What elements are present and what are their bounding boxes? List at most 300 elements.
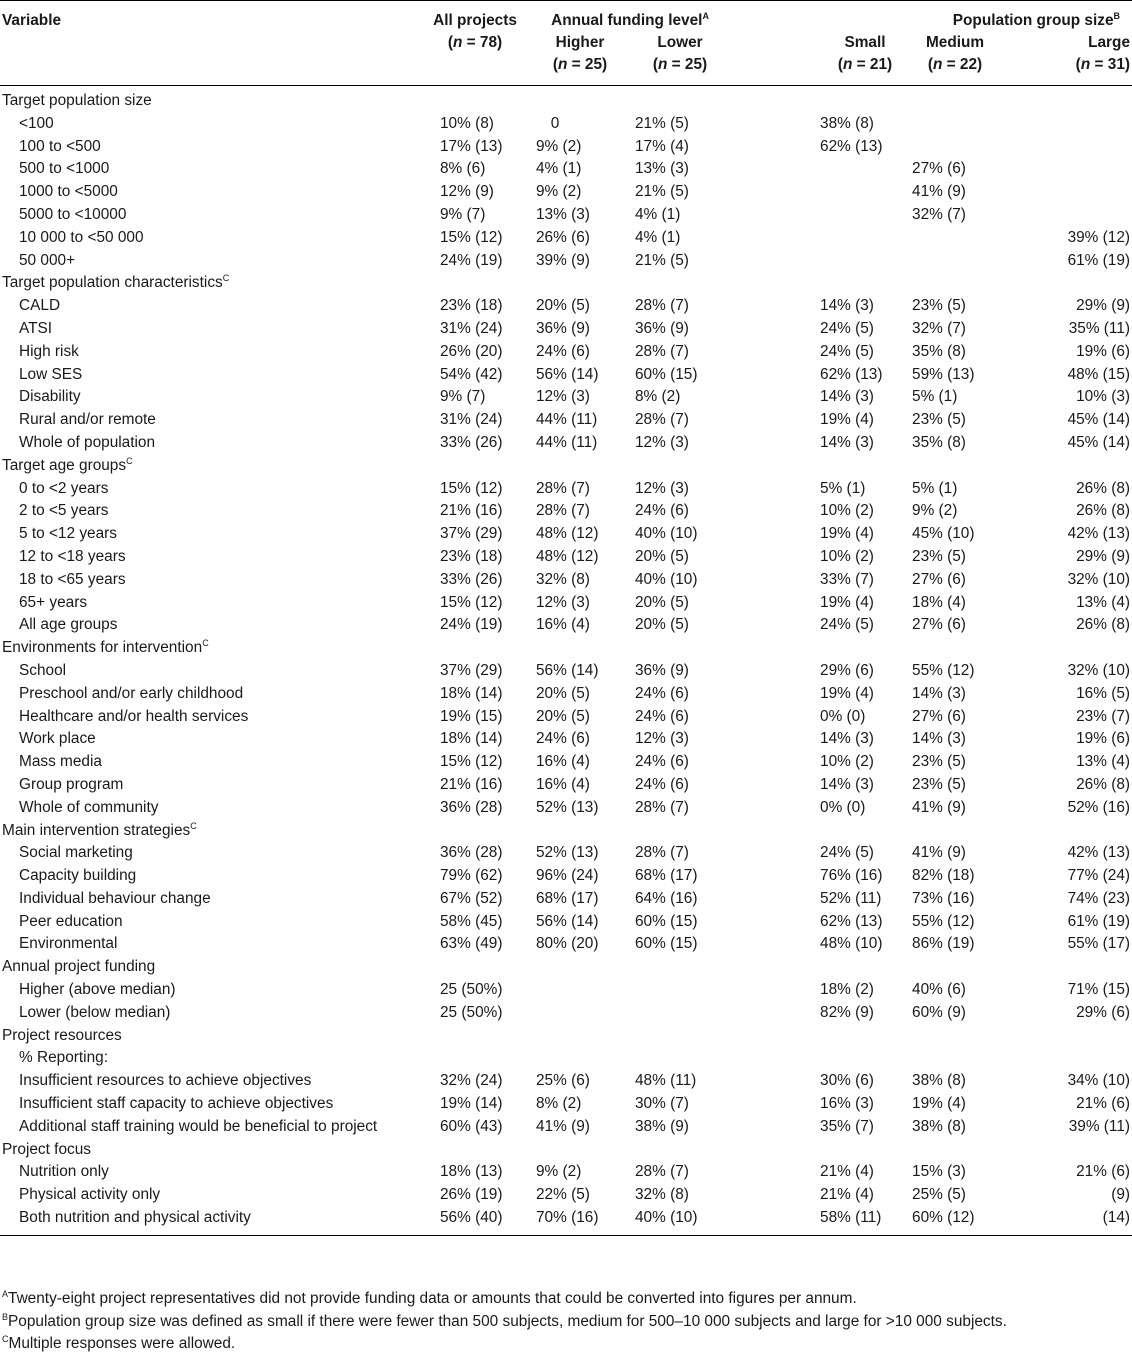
table-header (0, 1, 1132, 86)
section-header-row (0, 1139, 1132, 1162)
spacer-cell (730, 911, 820, 934)
table-cell: 14% (3) (820, 433, 874, 451)
table-cell: 26% (6) (536, 228, 590, 246)
table-cell: 9% (2) (912, 502, 958, 520)
table-cell: 4% (1) (635, 205, 681, 223)
header-all-n: (n = 78) (447, 34, 503, 51)
table-cell: 24% (6) (536, 342, 590, 360)
table-row (0, 227, 1132, 250)
spacer-cell (730, 683, 820, 706)
table-cell: 77% (24) (1067, 867, 1131, 885)
header-lower: Lower (657, 34, 703, 51)
table-cell: 26% (8) (1076, 502, 1131, 520)
table-cell: 58% (11) (820, 1209, 882, 1227)
table-cell: 73% (16) (912, 889, 975, 907)
row-label: 12 to <18 years (19, 547, 126, 565)
table-row (0, 911, 1132, 934)
header-lower-n: (n = 25) (652, 56, 708, 73)
table-cell: 37% (29) (440, 525, 503, 543)
table-cell: 55% (12) (912, 661, 975, 679)
table-cell: 15% (12) (440, 228, 503, 246)
table-cell: 22% (5) (536, 1186, 590, 1204)
table-cell: 14% (3) (912, 730, 966, 748)
table-cell: 82% (9) (820, 1003, 874, 1021)
table-cell: 23% (5) (912, 775, 966, 793)
spacer-cell (730, 409, 820, 432)
table-cell (820, 1047, 910, 1070)
table-cell: 42% (13) (1067, 525, 1131, 543)
table-cell: 36% (9) (635, 319, 689, 337)
table-cell: 31% (24) (440, 319, 503, 337)
table-cell: 12% (3) (536, 593, 590, 611)
table-cell: 9% (2) (536, 183, 582, 201)
table-cell: 12% (3) (536, 388, 590, 406)
row-label: 65+ years (19, 593, 88, 611)
row-label: School (19, 661, 67, 679)
table-cell: 62% (13) (820, 365, 883, 383)
spacer-cell (730, 227, 820, 250)
table-cell: 36% (9) (536, 319, 590, 337)
table-cell: 80% (20) (536, 935, 599, 953)
table-cell (630, 1002, 730, 1025)
table-cell: 14% (3) (820, 388, 874, 406)
table-cell: 16% (4) (536, 616, 590, 634)
table-cell: 27% (6) (912, 570, 966, 588)
row-label: Whole of community (19, 798, 159, 816)
spacer-cell (730, 500, 820, 523)
table-cell: 8% (2) (635, 388, 681, 406)
footnote-marker: C (126, 455, 133, 466)
table-cell: 35% (8) (912, 342, 966, 360)
table-cell: 25 (50%) (440, 1003, 503, 1021)
table-cell: 60% (43) (440, 1117, 503, 1135)
table-cell: 23% (5) (912, 753, 966, 771)
spacer-cell (730, 1116, 820, 1139)
header-small-n: (n = 21) (837, 56, 893, 73)
table-cell: 19% (6) (1076, 342, 1131, 360)
table-cell: 21% (6) (1076, 1095, 1131, 1113)
table-row (0, 295, 1132, 318)
table-cell: 5% (1) (820, 479, 866, 497)
spacer-cell (730, 1070, 820, 1093)
table-cell: 21% (6) (1076, 1163, 1131, 1181)
section-title: Annual project funding (2, 958, 156, 976)
spacer-cell (730, 888, 820, 911)
table-cell: 27% (6) (912, 707, 966, 725)
table-cell: 76% (16) (820, 867, 883, 885)
row-label: 5000 to <10000 (19, 205, 127, 223)
table-cell: 60% (15) (635, 935, 698, 953)
table-cell: 12% (3) (635, 433, 689, 451)
table-cell: 40% (6) (912, 981, 966, 999)
section-title: Main intervention strategies$^C$ (2, 820, 197, 839)
table-row (0, 1184, 1132, 1207)
table-cell: 40% (10) (635, 1209, 698, 1227)
row-label: 1000 to <5000 (19, 183, 118, 201)
table-cell: 4% (1) (536, 160, 582, 178)
table-cell: 20% (5) (635, 547, 689, 565)
footnote-b: $^B$Population group size was defined as small if there were fewer than 500 subjects, medium for 500–10 000 subjects and large for >10 000 subjects. (2, 1311, 1007, 1330)
table-cell: 9% (7) (440, 388, 486, 406)
table-cell: 14% (3) (820, 730, 874, 748)
table-row (0, 1093, 1132, 1116)
row-label: Preschool and/or early childhood (19, 684, 244, 702)
table-cell (910, 113, 1000, 136)
table-row (0, 660, 1132, 683)
table-cell: 56% (14) (536, 661, 599, 679)
row-label: 100 to <500 (19, 137, 101, 155)
table-cell: 39% (11) (1068, 1117, 1131, 1135)
table-cell: 16% (4) (536, 753, 590, 771)
table-row (0, 341, 1132, 364)
table-row (0, 614, 1132, 637)
table-cell: 10% (2) (820, 547, 874, 565)
footnote-c: $^C$Multiple responses were allowed. (2, 1334, 236, 1352)
row-label: <100 (19, 114, 54, 132)
table-cell: 13% (3) (536, 205, 590, 223)
table-row (0, 1047, 1132, 1070)
table-row (0, 569, 1132, 592)
spacer-cell (730, 592, 820, 615)
table-cell: 56% (14) (536, 912, 599, 930)
footnote-a: $^A$Twenty-eight project representatives did not provide funding data or amounts that could be converted into figures per annum. (2, 1289, 857, 1307)
table-cell: 19% (14) (440, 1095, 503, 1113)
table-cell: 42% (13) (1067, 844, 1131, 862)
spacer-cell (730, 1207, 820, 1235)
table-row (0, 1207, 1132, 1235)
table-cell: 9% (7) (440, 205, 486, 223)
table-cell: 23% (18) (440, 297, 503, 315)
table-cell: 71% (15) (1067, 981, 1131, 999)
table-cell: 41% (9) (912, 798, 966, 816)
table-cell: 29% (9) (1076, 547, 1131, 565)
table-cell (820, 227, 910, 250)
table-cell: 14% (3) (912, 684, 966, 702)
table-cell: 20% (5) (635, 616, 689, 634)
spacer-cell (730, 204, 820, 227)
table-cell: 62% (13) (820, 912, 883, 930)
table-cell: 38% (8) (912, 1072, 966, 1090)
table-cell: 20% (5) (536, 684, 590, 702)
table-row (0, 500, 1132, 523)
table-cell (530, 979, 630, 1002)
table-cell: 56% (14) (536, 365, 599, 383)
table-cell: 19% (4) (820, 411, 874, 429)
table-cell: 24% (19) (440, 616, 503, 634)
table-cell: 32% (24) (440, 1072, 503, 1090)
table-cell: 38% (9) (635, 1117, 689, 1135)
row-label: 5 to <12 years (19, 525, 117, 543)
table-cell: 55% (17) (1067, 935, 1131, 953)
table-cell: 29% (6) (1076, 1003, 1131, 1021)
footnote-marker: C (202, 638, 209, 649)
spacer-cell (730, 865, 820, 888)
section-title: Target population size (2, 92, 152, 109)
table-cell: (9) (1111, 1186, 1131, 1204)
table-cell: 26% (8) (1076, 775, 1131, 793)
table-cell: 19% (4) (912, 1095, 966, 1113)
spacer-cell (730, 295, 820, 318)
table-cell (1000, 1047, 1132, 1070)
section-header-row (0, 956, 1132, 979)
table-cell (910, 227, 1000, 250)
section-title: Environments for intervention$^C$ (2, 638, 209, 657)
table-cell: 17% (13) (440, 137, 503, 155)
table-cell: 86% (19) (912, 935, 975, 953)
spacer-cell (730, 341, 820, 364)
table-cell: 17% (4) (635, 137, 689, 155)
section-title: Project focus (2, 1140, 91, 1158)
table-cell: 34% (10) (1067, 1072, 1131, 1090)
section-title: Target population characteristics$^C$ (2, 273, 230, 292)
table-cell: 60% (12) (912, 1209, 975, 1227)
table-cell: 45% (14) (1067, 411, 1131, 429)
table-cell: 21% (4) (820, 1186, 874, 1204)
spacer-cell (730, 523, 820, 546)
table-cell: 12% (3) (635, 479, 689, 497)
table-cell (820, 181, 910, 204)
table-cell: 36% (9) (635, 661, 689, 679)
table-cell: 25% (5) (912, 1186, 966, 1204)
spacer-cell (730, 842, 820, 865)
table-cell (820, 158, 910, 181)
table-cell: 52% (11) (820, 889, 882, 907)
spacer-cell (730, 136, 820, 159)
table-cell: 28% (7) (635, 798, 689, 816)
row-label: 2 to <5 years (19, 502, 109, 520)
table-cell: 21% (5) (635, 251, 689, 269)
table-cell: 4% (1) (635, 228, 681, 246)
section-header-row (0, 272, 1132, 295)
row-label: Peer education (19, 912, 123, 930)
row-label: Work place (19, 730, 96, 748)
row-label: ATSI (19, 319, 53, 337)
table-cell: 26% (19) (440, 1186, 503, 1204)
table-cell: 58% (45) (440, 912, 503, 930)
row-label: High risk (19, 342, 79, 360)
table-cell: 64% (16) (635, 889, 698, 907)
table-cell: 23% (5) (912, 547, 966, 565)
row-label: 10 000 to <50 000 (19, 228, 144, 246)
row-label: Capacity building (19, 867, 137, 885)
table-row (0, 592, 1132, 615)
table-cell: 9% (2) (536, 137, 582, 155)
table-cell: 23% (18) (440, 547, 503, 565)
table-cell: 28% (7) (635, 297, 689, 315)
table-cell: (14) (1102, 1209, 1131, 1227)
table-cell (630, 1047, 730, 1070)
spacer-cell (730, 250, 820, 273)
row-label: Environmental (19, 935, 118, 953)
table-cell: 40% (10) (635, 570, 698, 588)
row-label: % Reporting: (19, 1049, 108, 1067)
table-cell: 48% (11) (635, 1072, 697, 1090)
table-body (0, 86, 1132, 1236)
table-cell: 8% (2) (536, 1095, 582, 1113)
table-cell: 61% (19) (1067, 251, 1131, 269)
table-cell: 32% (8) (536, 570, 590, 588)
spacer-cell (730, 614, 820, 637)
table-cell (1000, 204, 1132, 227)
spacer-cell (730, 113, 820, 136)
table-cell: 30% (7) (635, 1095, 689, 1113)
table-cell: 39% (12) (1067, 228, 1131, 246)
table-cell: 29% (6) (820, 661, 874, 679)
table-cell: 28% (7) (635, 1163, 689, 1181)
table-cell (1000, 136, 1132, 159)
table-cell: 33% (26) (440, 433, 503, 451)
table-row (0, 728, 1132, 751)
spacer-cell (730, 797, 820, 820)
footnote-marker: A (702, 11, 709, 21)
table-cell (420, 1047, 530, 1070)
table-cell: 32% (10) (1067, 661, 1131, 679)
row-label: 500 to <1000 (19, 160, 110, 178)
table-cell: 5% (1) (912, 388, 958, 406)
spacer-cell (730, 364, 820, 387)
table-cell (1000, 158, 1132, 181)
table-cell: 21% (4) (820, 1163, 874, 1181)
table-cell: 37% (29) (440, 661, 503, 679)
table-cell: 44% (11) (536, 411, 598, 429)
table-cell: 18% (14) (440, 684, 503, 702)
table-cell: 23% (5) (912, 411, 966, 429)
table-row (0, 797, 1132, 820)
table-row (0, 888, 1132, 911)
row-label: Insufficient resources to achieve objectives (19, 1072, 312, 1090)
table-cell: 26% (8) (1076, 479, 1131, 497)
table-cell: 67% (52) (440, 889, 503, 907)
table-cell: 19% (6) (1076, 730, 1131, 748)
table-row (0, 523, 1132, 546)
header-large: Large (1088, 34, 1131, 51)
row-label: Mass media (19, 753, 102, 771)
table-cell: 96% (24) (536, 867, 599, 885)
footnote-marker: B (1113, 11, 1121, 21)
table-cell: 19% (15) (440, 707, 503, 725)
spacer-cell (730, 432, 820, 455)
table-row (0, 432, 1132, 455)
table-cell (910, 1047, 1000, 1070)
table-cell: 44% (11) (536, 433, 598, 451)
table-cell: 12% (3) (635, 730, 689, 748)
table-cell: 28% (7) (635, 411, 689, 429)
table-cell: 32% (8) (635, 1186, 689, 1204)
table-row (0, 706, 1132, 729)
table-cell: 26% (20) (440, 342, 503, 360)
table-cell: 68% (17) (536, 889, 599, 907)
table-cell: 10% (2) (820, 753, 874, 771)
table-cell: 28% (7) (536, 479, 590, 497)
section-header-row (0, 455, 1132, 478)
table-row (0, 1116, 1132, 1139)
table-cell (1000, 113, 1132, 136)
spacer-cell (730, 1184, 820, 1207)
table-cell: 24% (5) (820, 844, 874, 862)
section-title: Project resources (2, 1026, 122, 1044)
table-row (0, 158, 1132, 181)
spacer-cell (730, 660, 820, 683)
table-cell: 32% (7) (912, 205, 966, 223)
spacer-cell (730, 1047, 820, 1070)
table-cell: 28% (7) (536, 502, 590, 520)
footnotes (2, 1288, 1007, 1356)
table-row (0, 478, 1132, 501)
table-cell: 26% (8) (1076, 616, 1131, 634)
table-cell: 24% (19) (440, 251, 503, 269)
table-row (0, 181, 1132, 204)
row-label: Healthcare and/or health services (19, 707, 249, 725)
table-cell: 10% (8) (440, 114, 494, 132)
header-funding-group: Annual funding level$^A$ (551, 11, 709, 29)
table-cell: 24% (5) (820, 342, 874, 360)
table-cell: 60% (15) (635, 912, 698, 930)
header-higher-n: (n = 25) (552, 56, 608, 73)
table-row (0, 318, 1132, 341)
table-cell: 32% (10) (1067, 570, 1131, 588)
row-label: 50 000+ (19, 251, 76, 269)
table-cell: 14% (3) (820, 775, 874, 793)
table-row (0, 933, 1132, 956)
table-cell: 41% (9) (536, 1117, 590, 1135)
table-cell (910, 250, 1000, 273)
table-cell: 60% (9) (912, 1003, 966, 1021)
table-row (0, 136, 1132, 159)
table-cell: 19% (4) (820, 684, 874, 702)
table-cell: 27% (6) (912, 160, 966, 178)
table-cell: 15% (12) (440, 479, 503, 497)
table-cell: 20% (5) (635, 593, 689, 611)
table-row (0, 364, 1132, 387)
table-cell: 16% (4) (536, 775, 590, 793)
row-label: CALD (19, 297, 61, 315)
table-cell: 10% (2) (820, 502, 874, 520)
table-row (0, 774, 1132, 797)
table-cell (530, 1002, 630, 1025)
table-cell: 32% (7) (912, 319, 966, 337)
table-row (0, 1161, 1132, 1184)
section-header-row (0, 637, 1132, 660)
table-cell: 8% (6) (440, 160, 486, 178)
table-cell: 24% (6) (635, 753, 689, 771)
row-label: Low SES (19, 365, 83, 383)
table-cell: 52% (13) (536, 798, 599, 816)
table-cell: 61% (19) (1067, 912, 1131, 930)
table-cell: 20% (5) (536, 297, 590, 315)
table-cell: 35% (7) (820, 1117, 874, 1135)
table-cell (910, 136, 1000, 159)
table-cell: 18% (4) (912, 593, 966, 611)
spacer-cell (730, 546, 820, 569)
row-label: Social marketing (19, 844, 133, 862)
table-cell: 45% (10) (912, 525, 975, 543)
spacer-cell (730, 318, 820, 341)
row-label: All age groups (19, 616, 118, 634)
table-cell: 62% (13) (820, 137, 883, 155)
spacer-cell (730, 706, 820, 729)
table-cell: 60% (15) (635, 365, 698, 383)
table-cell: 38% (8) (820, 114, 874, 132)
table-cell: 24% (6) (635, 502, 689, 520)
row-label: Physical activity only (19, 1186, 161, 1204)
header-all-projects: All projects (433, 12, 517, 29)
table-cell: 36% (28) (440, 798, 503, 816)
table-row (0, 386, 1132, 409)
table-row (0, 842, 1132, 865)
table-cell (530, 1047, 630, 1070)
spacer-cell (730, 478, 820, 501)
table-cell: 13% (4) (1076, 593, 1131, 611)
